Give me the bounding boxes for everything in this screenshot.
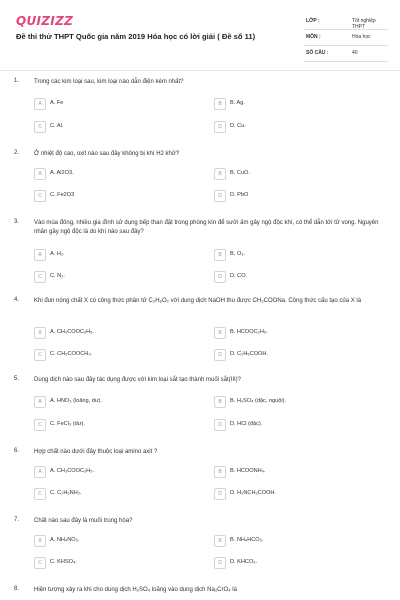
option-text: C. CH₃COOCH₃.: [50, 351, 93, 357]
option-text: B. HCOONH₄.: [230, 468, 266, 474]
option-text: B. Ag.: [230, 100, 245, 106]
meta-row-count: [304, 46, 388, 62]
question-text: Ở nhiệt độ cao, oxit nào sau đây không bị khí H2 khử?: [34, 151, 180, 157]
option-text: A. CH₃COOC₂H₅.: [50, 468, 94, 474]
option-letter: A: [34, 98, 46, 110]
option-b[interactable]: [214, 249, 374, 261]
option-text: C. Fe2O3: [50, 192, 75, 198]
option-text: A. Fe: [50, 100, 64, 106]
option-a[interactable]: [34, 98, 194, 110]
option-d[interactable]: [214, 271, 374, 283]
option-letter: B: [214, 168, 226, 180]
question-number: 8.: [14, 586, 20, 592]
option-c[interactable]: [34, 190, 194, 202]
option-a[interactable]: [34, 535, 194, 547]
option-letter: C: [34, 349, 46, 361]
meta-value: Tốt nghiệp THPT: [352, 18, 376, 30]
option-text: A. H₂.: [50, 251, 65, 257]
question-number: 4.: [14, 297, 20, 303]
option-text: C. Al.: [50, 123, 64, 129]
option-b[interactable]: [214, 535, 374, 547]
option-text: B. O₃.: [230, 251, 246, 257]
option-text: D. CO.: [230, 273, 248, 279]
option-a[interactable]: [34, 396, 194, 408]
option-b[interactable]: [214, 168, 374, 180]
option-letter: D: [214, 121, 226, 133]
option-letter: D: [214, 488, 226, 500]
option-letter: C: [34, 557, 46, 569]
option-c[interactable]: [34, 419, 194, 431]
question-text: Khi đun nóng chất X có công thức phân tử C₃H₆O₂ với dung dịch NaOH thu được CH₃COONa. Công thức cấu tạo của X là: [34, 298, 362, 304]
option-text: B. H₂SO₄ (đặc, nguội).: [230, 398, 287, 404]
question-number: 5.: [14, 376, 20, 382]
option-b[interactable]: [214, 466, 374, 478]
option-b[interactable]: [214, 98, 374, 110]
question-number: 7.: [14, 517, 20, 523]
option-d[interactable]: [214, 349, 374, 361]
option-letter: D: [214, 271, 226, 283]
option-c[interactable]: [34, 121, 194, 133]
meta-value: 40: [352, 50, 358, 56]
question-number: 2.: [14, 150, 20, 156]
question-text: Chất nào sau đây là muối trung hòa?: [34, 518, 133, 524]
meta-value: Hóa học: [352, 34, 371, 40]
header-divider: [0, 70, 400, 71]
meta-row-subject: [304, 30, 388, 46]
option-a[interactable]: [34, 327, 194, 339]
question-text: Vào mùa đông, nhiều gia đình sử dụng bếp than đặt trong phòng kín để sưởi ấm gây ngộ độc khí, có thể dẫn tới tử vong. Nguyên nhân gây ngộ độc là do khí nào sau đây?: [34, 220, 379, 235]
option-text: D. PbO: [230, 192, 249, 198]
option-text: D. KHCO₃.: [230, 559, 258, 565]
meta-key: SỐ CÂU :: [306, 50, 329, 56]
question-number: 3.: [14, 219, 20, 225]
option-letter: D: [214, 557, 226, 569]
option-text: C. C₂H₅NH₂.: [50, 490, 82, 496]
option-letter: A: [34, 466, 46, 478]
question-text: Dung dịch nào sau đây tác dụng được với kim loại sắt tạo thành muối sắt(III)?: [34, 377, 241, 383]
option-text: B. NH₄HCO₃.: [230, 537, 264, 543]
option-letter: A: [34, 327, 46, 339]
option-letter: A: [34, 249, 46, 261]
option-letter: B: [214, 327, 226, 339]
meta-key: LỚP :: [306, 18, 320, 24]
option-letter: C: [34, 271, 46, 283]
option-text: A. NH₄NO₃.: [50, 537, 80, 543]
option-a[interactable]: [34, 466, 194, 478]
option-d[interactable]: [214, 488, 374, 500]
option-letter: B: [214, 249, 226, 261]
option-letter: B: [214, 98, 226, 110]
option-text: A. CH₃COOC₂H₅.: [50, 329, 94, 335]
option-text: D. H₂NCH₂COOH.: [230, 490, 276, 496]
option-letter: C: [34, 121, 46, 133]
worksheet-title: Đề thi thử THPT Quốc gia năm 2019 Hóa học có lời giải ( Đề số 11): [16, 32, 256, 41]
option-letter: A: [34, 535, 46, 547]
option-letter: A: [34, 168, 46, 180]
option-letter: C: [34, 190, 46, 202]
option-letter: D: [214, 419, 226, 431]
question-number: 1.: [14, 78, 20, 84]
option-text: A. Al2O3.: [50, 170, 74, 176]
meta-row-class: [304, 14, 388, 30]
option-b[interactable]: [214, 396, 374, 408]
option-c[interactable]: [34, 271, 194, 283]
option-letter: B: [214, 396, 226, 408]
question-text: Hợp chất nào dưới đây thuộc loại amino axit ?: [34, 449, 158, 455]
option-letter: C: [34, 488, 46, 500]
option-d[interactable]: [214, 121, 374, 133]
option-letter: D: [214, 190, 226, 202]
quizizz-logo: QUIZIZZ: [16, 14, 74, 28]
option-text: D. C₂H₅COOH.: [230, 351, 268, 357]
meta-key: MÔN :: [306, 34, 321, 40]
question-number: 6.: [14, 448, 20, 454]
option-d[interactable]: [214, 419, 374, 431]
question-text: Trong các kim loại sau, kim loại nào dẫn điện kém nhất?: [34, 79, 184, 85]
option-c[interactable]: [34, 557, 194, 569]
option-letter: C: [34, 419, 46, 431]
option-text: B. CuO.: [230, 170, 250, 176]
question-text: Hiện tượng xảy ra khi cho dung dịch H₂SO₄ loãng vào dung dịch Na₂CrO₄ là: [34, 587, 237, 593]
option-letter: B: [214, 535, 226, 547]
option-a[interactable]: [34, 168, 194, 180]
option-text: A. HNO₃ (loãng, dư).: [50, 398, 103, 404]
option-text: B. HCOOC₂H₅.: [230, 329, 268, 335]
option-c[interactable]: [34, 349, 194, 361]
worksheet-header: [14, 12, 386, 66]
option-a[interactable]: [34, 249, 194, 261]
option-text: D. Cu.: [230, 123, 246, 129]
option-d[interactable]: [214, 557, 374, 569]
option-b[interactable]: [214, 327, 374, 339]
option-letter: B: [214, 466, 226, 478]
option-text: C. KHSO₄.: [50, 559, 77, 565]
option-text: C. N₂.: [50, 273, 65, 279]
option-text: D. HCl (đặc).: [230, 421, 263, 427]
option-letter: D: [214, 349, 226, 361]
option-d[interactable]: [214, 190, 374, 202]
option-text: C. FeCl₃ (dư).: [50, 421, 85, 427]
option-letter: A: [34, 396, 46, 408]
option-c[interactable]: [34, 488, 194, 500]
worksheet-meta: [304, 14, 388, 62]
